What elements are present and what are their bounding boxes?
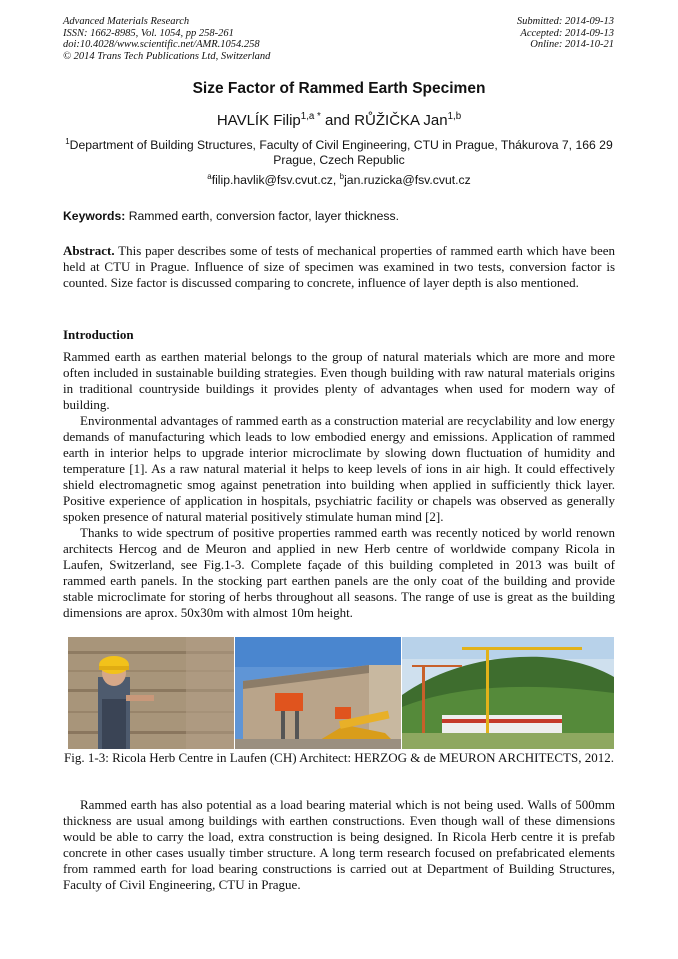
intro-paragraph-3: Thanks to wide spectrum of positive properties rammed earth was recently noticed by world renown architects Hercog and de Meuron and applied in new Herb centre of worldwide company Ricola in Laufen, Switzerland, see Fig.1-3. Complete façade of this building completed in 2013 was built of rammed earth panels. In the stocking part earthen panels are the only coat of the building and provide stable microclimate for storing of herbs throughout all seasons. The range of use is great as the building dimensions are aprox. 50x30m with almost 10m height. — [63, 525, 615, 620]
author-separator: and — [320, 112, 355, 129]
email-a-superscript: a — [207, 171, 212, 181]
author-2-superscript: 1,b — [447, 111, 462, 122]
abstract-text: This paper describes some of tests of mechanical properties of rammed earth which have been held at CTU in Prague. Influence of size of specimen was examined in two tests, conversion factor is counted. Size factor is discussed comparing to concrete, influence of layer depth is also mentioned. — [63, 243, 615, 290]
paper-title: Size Factor of Rammed Earth Specimen — [192, 80, 486, 97]
email-b: jan.ruzicka@fsv.cvut.cz — [344, 173, 471, 187]
keywords-text: Rammed earth, conversion factor, layer thickness. — [125, 209, 399, 223]
photo-rammed-earth-wall — [68, 637, 234, 749]
submitted-date: Submitted: 2014-09-13 — [516, 16, 614, 27]
intro-paragraph-2: Environmental advantages of rammed earth as a construction material are recyclability and low energy demands of manufacturing which leads to low embodied energy and emissions. Application of rammed earth in interior helps to upgrade interior microclimate by slowing down fluctuation of humidity and temperature [1]. As a raw natural material it helps to keep levels of ions in air high. It could effectively shield electromagnetic smog against penetration into building when applied in sufficiently thick layer. Positive experience of application in hospitals, psychiatric facility or chapels was observed as generally spoken presence of natural material positively stimulate human mind [2]. — [63, 413, 615, 524]
keywords-label: Keywords: — [63, 209, 126, 223]
journal-info — [63, 16, 270, 62]
email-b-superscript: b — [339, 171, 345, 181]
email-a: filip.havlik@fsv.cvut.cz, — [211, 173, 340, 187]
online-date: Online: 2014-10-21 — [530, 39, 614, 50]
author-list — [0, 112, 678, 129]
affiliation-superscript: 1 — [65, 136, 70, 146]
keywords — [63, 209, 615, 223]
author-1-name: HAVLÍK Filip — [216, 112, 301, 129]
author-2-name: RŮŽIČKA Jan — [354, 112, 448, 129]
body-paragraph-after-figure: Rammed earth has also potential as a load bearing material which is not being used. Walls of 500mm thickness are usual among buildings with earthen constructions. Even though wall of these dimensions would be able to carry the load, extra construction is being designed. In Ricola Herb centre it is prefab concrete in other cases usually timber structure. A long term research focused on prefabricated elements from rammed earth for load bearing constructions is carried out at Department of Building Structures, Faculty of Civil Engineering, CTU in Prague. — [63, 797, 615, 892]
photo-building-construction — [235, 637, 401, 749]
accepted-date: Accepted: 2014-09-13 — [520, 27, 614, 39]
author-1-superscript: 1,a * — [300, 111, 321, 122]
doi-line: doi:10.4028/www.scientific.net/AMR.1054.258 — [63, 39, 260, 50]
introduction-body — [63, 349, 615, 621]
journal-name: Advanced Materials Research — [63, 16, 190, 27]
affiliation — [63, 138, 615, 168]
copyright-line: © 2014 Trans Tech Publications Ltd, Switzerland — [63, 50, 271, 62]
section-heading-introduction: Introduction — [63, 327, 134, 342]
dates-info — [517, 16, 614, 51]
issn-line: ISSN: 1662-8985, Vol. 1054, pp 258-261 — [63, 27, 234, 39]
figure-caption: Fig. 1-3: Ricola Herb Centre in Laufen (CH) Architect: HERZOG & de MEURON ARCHITECTS, 2012. — [64, 750, 614, 765]
abstract-label: Abstract. — [63, 243, 115, 258]
photo-ricola-site-cranes — [402, 637, 614, 749]
affiliation-text: Department of Building Structures, Faculty of Civil Engineering, CTU in Prague, Thákurova 7, 166 29 Prague, Czech Republic — [69, 138, 613, 167]
intro-paragraph-1: Rammed earth as earthen material belongs to the group of natural materials which are more and more often included in sustainable building strategies. Even though building with raw natural materials origins in traditional countryside buildings it provides plenty of advantages when used for modern way of building. — [63, 349, 615, 412]
abstract — [63, 243, 615, 291]
author-emails — [0, 173, 678, 187]
